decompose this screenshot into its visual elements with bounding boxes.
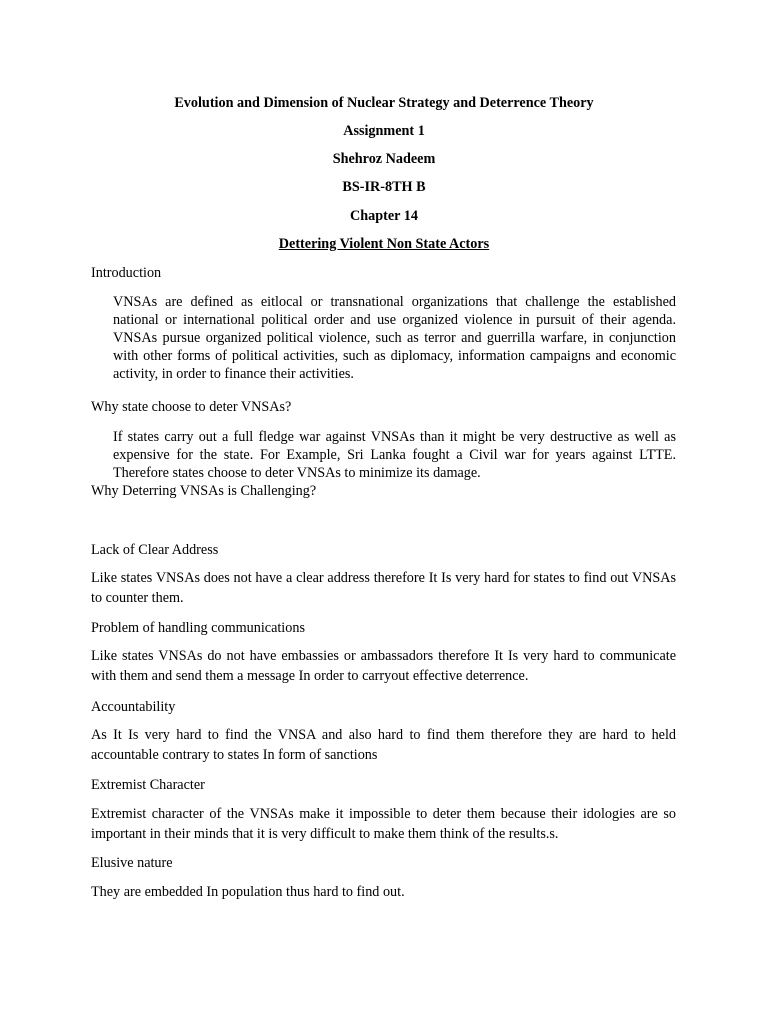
- section-heading-communications: Problem of handling communications: [91, 620, 305, 636]
- author-name: Shehroz Nadeem: [332, 151, 436, 167]
- section-heading-why-deter: Why state choose to deter VNSAs?: [91, 399, 292, 415]
- section-heading-challenging: Why Deterring VNSAs is Challenging?: [91, 483, 317, 499]
- section-heading-introduction: Introduction: [91, 265, 162, 281]
- document-title: Evolution and Dimension of Nuclear Strategy and Deterrence Theory: [174, 95, 594, 111]
- section-body-lack-of-address: Like states VNSAs does not have a clear address therefore It Is very hard for states to find out VNSAs to counter them.: [91, 570, 676, 606]
- assignment-label: Assignment 1: [343, 123, 425, 139]
- class-label: BS-IR-8TH B: [342, 179, 426, 195]
- section-body-elusive: They are embedded In population thus hard to find out.: [91, 884, 405, 900]
- section-heading-lack-of-address: Lack of Clear Address: [91, 542, 219, 558]
- section-body-communications: Like states VNSAs do not have embassies or ambassadors therefore It Is very hard to communicate with them and send them a message In order to carryout effective deterrence.: [91, 648, 676, 684]
- section-body-extremist: Extremist character of the VNSAs make it impossible to deter them because their idologies are so important in their minds that it is very difficult to make them think of the results.s.: [91, 806, 676, 842]
- section-body-why-deter: If states carry out a full fledge war against VNSAs than it might be very destructive as well as expensive for the state. For Example, Sri Lanka fought a Civil war for years against LTTE. Therefore states choose to deter VNSAs to minimize its damage.: [113, 429, 676, 481]
- chapter-label: Chapter 14: [350, 208, 418, 224]
- chapter-title: Dettering Violent Non State Actors: [278, 236, 490, 252]
- section-heading-extremist: Extremist Character: [91, 777, 205, 793]
- section-body-introduction: VNSAs are defined as eitlocal or transnational organizations that challenge the established national or international political order and use organized violence in pursuit of their agenda. VNSAs pursue organized political violence, such as terror and guerrilla warfare, in conjunction with other forms of political activities, such as diplomacy, information campaigns and economic activity, in order to finance their activities.: [113, 294, 676, 382]
- section-body-accountability: As It Is very hard to find the VNSA and also hard to find them therefore they are hard to held accountable contrary to states In form of sanctions: [91, 727, 676, 763]
- section-heading-accountability: Accountability: [91, 699, 176, 715]
- section-heading-elusive: Elusive nature: [91, 855, 173, 871]
